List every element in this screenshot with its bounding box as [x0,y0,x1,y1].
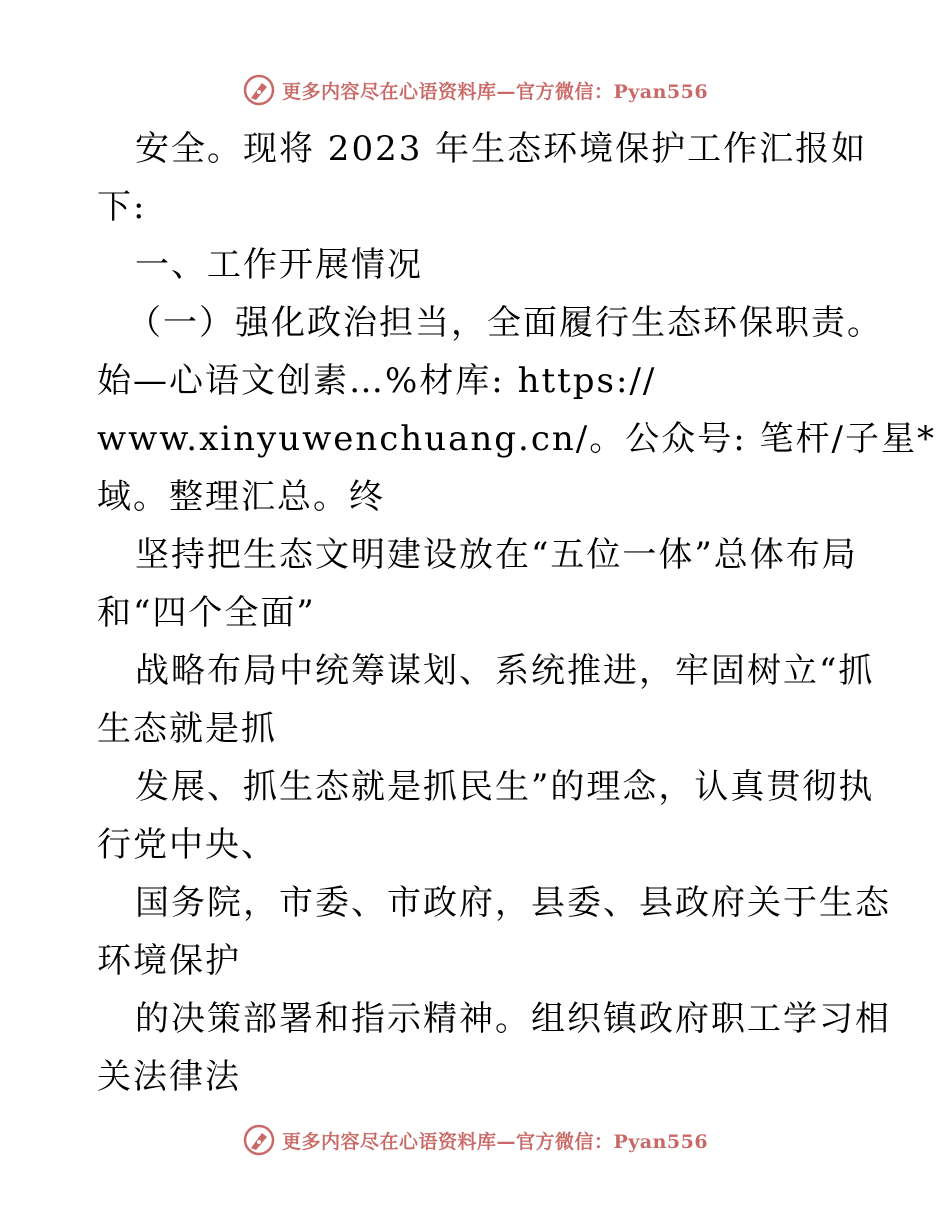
watermark-text: 更多内容尽在心语资料库—官方微信：Pyan556 [281,1130,709,1153]
paragraph-line: 始—心语文创素…%材库: https:// [97,361,657,401]
paragraph-line: 的决策部署和指示精神。组织镇政府职工学习相 [135,999,891,1039]
watermark-text: 更多内容尽在心语资料库—官方微信：Pyan556 [281,80,709,103]
subsection-heading: （一）强化政治担当，全面履行生态环保职责。 [127,303,883,343]
paragraph-line: 发展、抓生态就是抓民生”的理念，认真贯彻执 [135,767,875,807]
pen-nib-logo-icon [242,1123,276,1157]
paragraph-line: www.xinyuwenchuang.cn/。公众号: 笔杆/子星* [97,419,936,459]
paragraph-line: 安全。现将 2023 年生态环境保护工作汇报如 [135,129,868,169]
paragraph-line: 生态就是抓 [97,709,277,749]
paragraph-line: 下: [97,187,147,227]
paragraph-line: 环境保护 [97,941,241,981]
paragraph-line: 坚持把生态文明建设放在“五位一体”总体布局 [135,535,858,575]
pen-nib-logo-icon [242,73,276,107]
paragraph-line: 国务院，市委、市政府，县委、县政府关于生态 [135,883,891,923]
paragraph-line: 关法律法 [97,1057,241,1097]
paragraph-line: 行党中央、 [97,825,277,865]
document-body [97,120,936,1106]
paragraph-line: 和“四个全面” [97,593,316,633]
footer-watermark [0,1120,950,1160]
header-watermark [0,70,950,110]
paragraph-line: 域。整理汇总。终 [97,477,385,517]
paragraph-line: 战略布局中统筹谋划、系统推进，牢固树立“抓 [135,651,875,691]
section-heading: 一、工作开展情况 [135,245,423,285]
